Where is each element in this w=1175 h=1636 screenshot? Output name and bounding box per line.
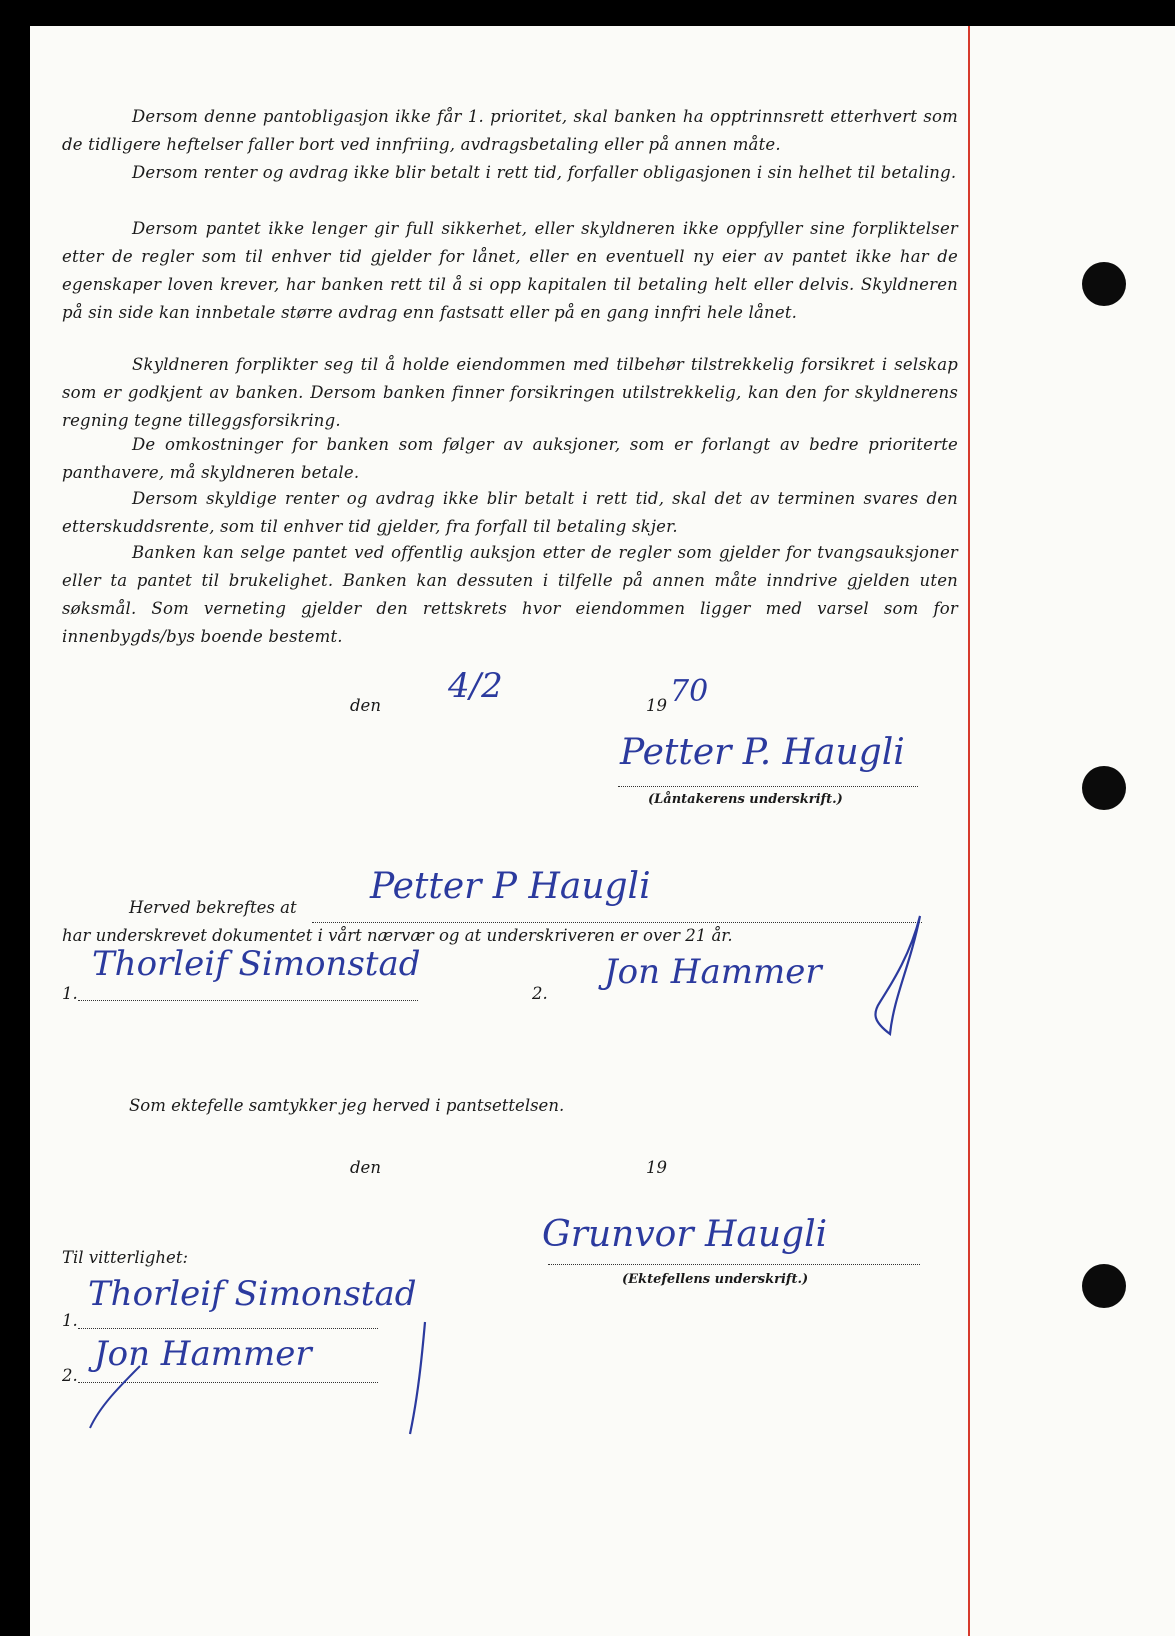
- red-margin-line: [968, 26, 970, 1636]
- paragraph-insurance: Skyldneren forplikter seg til å holde eiendommen med tilbehør tilstrekkelig forsikret i selskap som er godkjent av banken. Dersom banken finner forsikringen utilstrekkelig, kan den for skyldnerens regning tegne tilleggsforsikring.: [62, 355, 958, 430]
- spouse-caption: (Ektefellens underskrift.): [622, 1272, 809, 1287]
- paragraph-default: Dersom renter og avdrag ikke blir betalt i rett tid, forfaller obligasjonen i sin helhet til betaling.: [132, 163, 957, 182]
- document-page: [30, 26, 1175, 1636]
- date-label: den: [350, 1158, 381, 1177]
- confirmed-name-handwritten: Petter P Haugli: [370, 866, 651, 907]
- handwritten-year: 70: [670, 674, 709, 709]
- punch-hole: [1082, 262, 1126, 306]
- handwritten-date: 4/2: [448, 666, 503, 706]
- witness1-signature: Thorleif Simonstad: [92, 944, 421, 984]
- paragraph-costs: De omkostninger for banken som følger av auksjoner, som er forlangt av bedre prioriterte panthavere, må skyldneren betale.: [62, 435, 958, 482]
- paragraph-security: Dersom pantet ikke lenger gir full sikkerhet, eller skyldneren ikke oppfyller sine forpliktelser etter de regler som til enhver tid gjelder for lånet, eller en eventuell ny eier av pantet ikke har de egenskaper loven krever, har banken rett til å si opp kapitalen til betaling helt eller delvis. Skyldneren på sin side kan innbetale større avdrag enn fastsatt eller på en gang innfri hele lånet.: [62, 219, 958, 322]
- date-label: den: [350, 696, 381, 715]
- witness-number: 2.: [62, 1366, 78, 1385]
- witness-heading: Til vitterlighet:: [62, 1248, 189, 1267]
- witness1-line: [78, 1000, 418, 1001]
- signature-flourish: [850, 906, 930, 1046]
- year-prefix: 19: [646, 1158, 667, 1177]
- witness-number: 2.: [532, 984, 548, 1003]
- spouse-witness2-signature: Jon Hammer: [94, 1334, 312, 1374]
- confirmation-label: Herved bekreftes at: [129, 898, 297, 917]
- signature-line: [618, 786, 918, 787]
- borrower-caption: (Låntakerens underskrift.): [648, 792, 843, 807]
- punch-hole: [1082, 766, 1126, 810]
- paragraph-interest: Dersom skyldige renter og avdrag ikke blir betalt i rett tid, skal det av terminen svares den etterskuddsrente, som til enhver tid gjelder, fra forfall til betaling skjer.: [62, 489, 958, 536]
- witness-number: 1.: [62, 1311, 78, 1330]
- signature-flourish: [80, 1316, 440, 1446]
- borrower-signature: Petter P. Haugli: [620, 732, 905, 773]
- spouse-signature: Grunvor Haugli: [542, 1214, 828, 1255]
- year-prefix: 19: [646, 696, 667, 715]
- spouse-witness1-signature: Thorleif Simonstad: [88, 1274, 417, 1314]
- witness-number: 1.: [62, 984, 78, 1003]
- paragraph-auction: Banken kan selge pantet ved offentlig auksjon etter de regler som gjelder for tvangsauksjoner eller ta pantet til brukelighet. Banken kan dessuten i tilfelle på annen måte inndrive gjelden uten søksmål. Som verneting gjelder den rettskrets hvor eiendommen ligger med varsel som for innenbygds/bys boende bestemt.: [62, 543, 958, 646]
- spouse-signature-line: [548, 1264, 920, 1265]
- witness2-signature: Jon Hammer: [604, 952, 822, 992]
- confirmation-statement: har underskrevet dokumentet i vårt nærvær og at underskriveren er over 21 år.: [62, 926, 733, 945]
- name-line: [312, 922, 922, 923]
- punch-hole: [1082, 1264, 1126, 1308]
- paragraph-priority: Dersom denne pantobligasjon ikke får 1. prioritet, skal banken ha opptrinnsrett etterhvert som de tidligere heftelser faller bort ved innfriing, avdragsbetaling eller på annen måte.: [62, 107, 958, 154]
- spouse-consent-statement: Som ektefelle samtykker jeg herved i pantsettelsen.: [129, 1096, 565, 1115]
